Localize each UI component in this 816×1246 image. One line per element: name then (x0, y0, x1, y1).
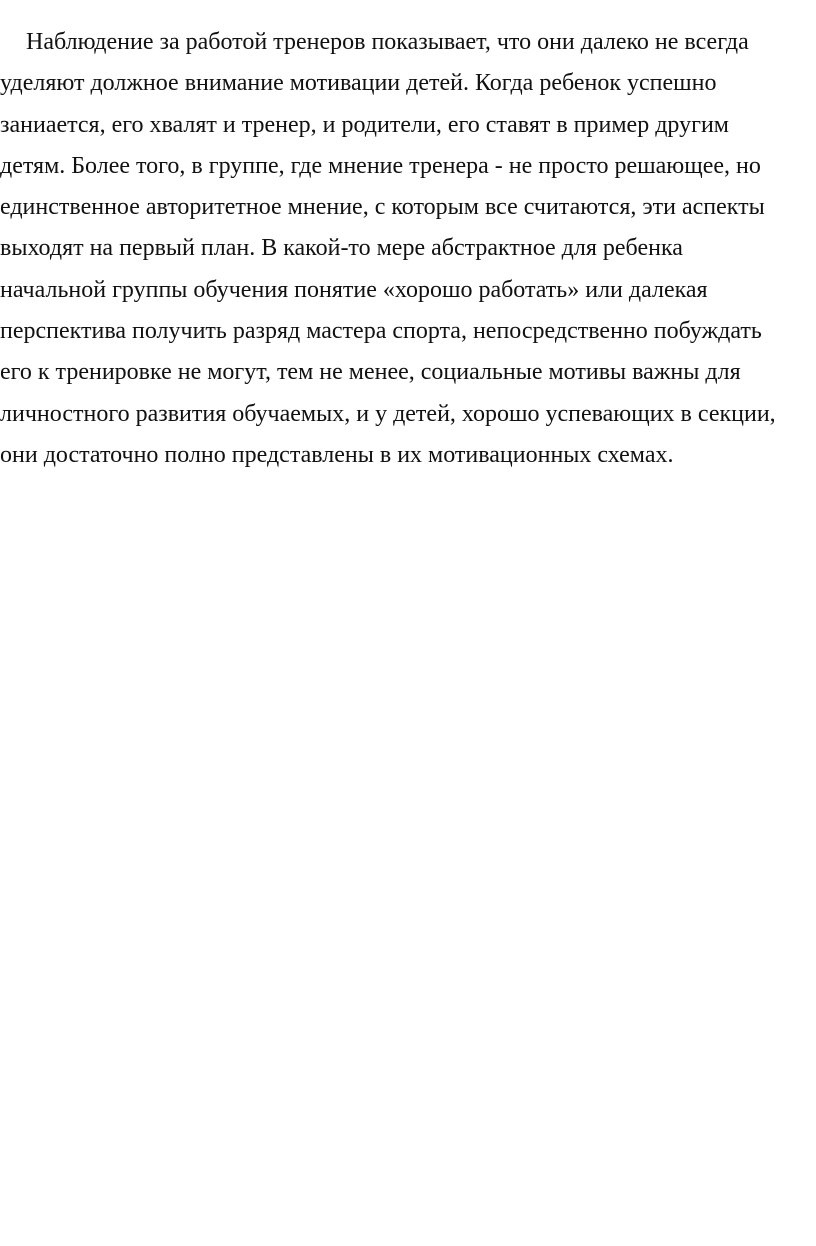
paragraph-line: Наблюдение за работой тренеров показывает, что они далеко не всегда (26, 29, 749, 55)
paragraph-line: детям. Более того, в группе, где мнение тренера - не просто решающее, но (0, 152, 761, 179)
paragraph-line: его к тренировке не могут, тем не менее, социальные мотивы важны для (0, 359, 741, 386)
paragraph-line: единственное авторитетное мнение, с которым все считаются, эти аспекты (0, 194, 765, 221)
paragraph-line: личностного развития обучаемых, и у детей, хорошо успевающих в секции, (0, 400, 776, 427)
paragraph-line: начальной группы обучения понятие «хорошо работать» или далекая (0, 276, 708, 303)
paragraph-line: заниается, его хвалят и тренер, и родители, его ставят в пример другим (0, 111, 729, 138)
paragraph-line: выходят на первый план. В какой-то мере абстрактное для ребенка (0, 235, 683, 262)
body-paragraph (0, 22, 816, 476)
paragraph-line: перспектива получить разряд мастера спорта, непосредственно побуждать (0, 318, 762, 345)
paragraph-line: они достаточно полно представлены в их мотивационных схемах. (0, 441, 674, 468)
paragraph-line: уделяют должное внимание мотивации детей. Когда ребенок успешно (0, 70, 717, 97)
